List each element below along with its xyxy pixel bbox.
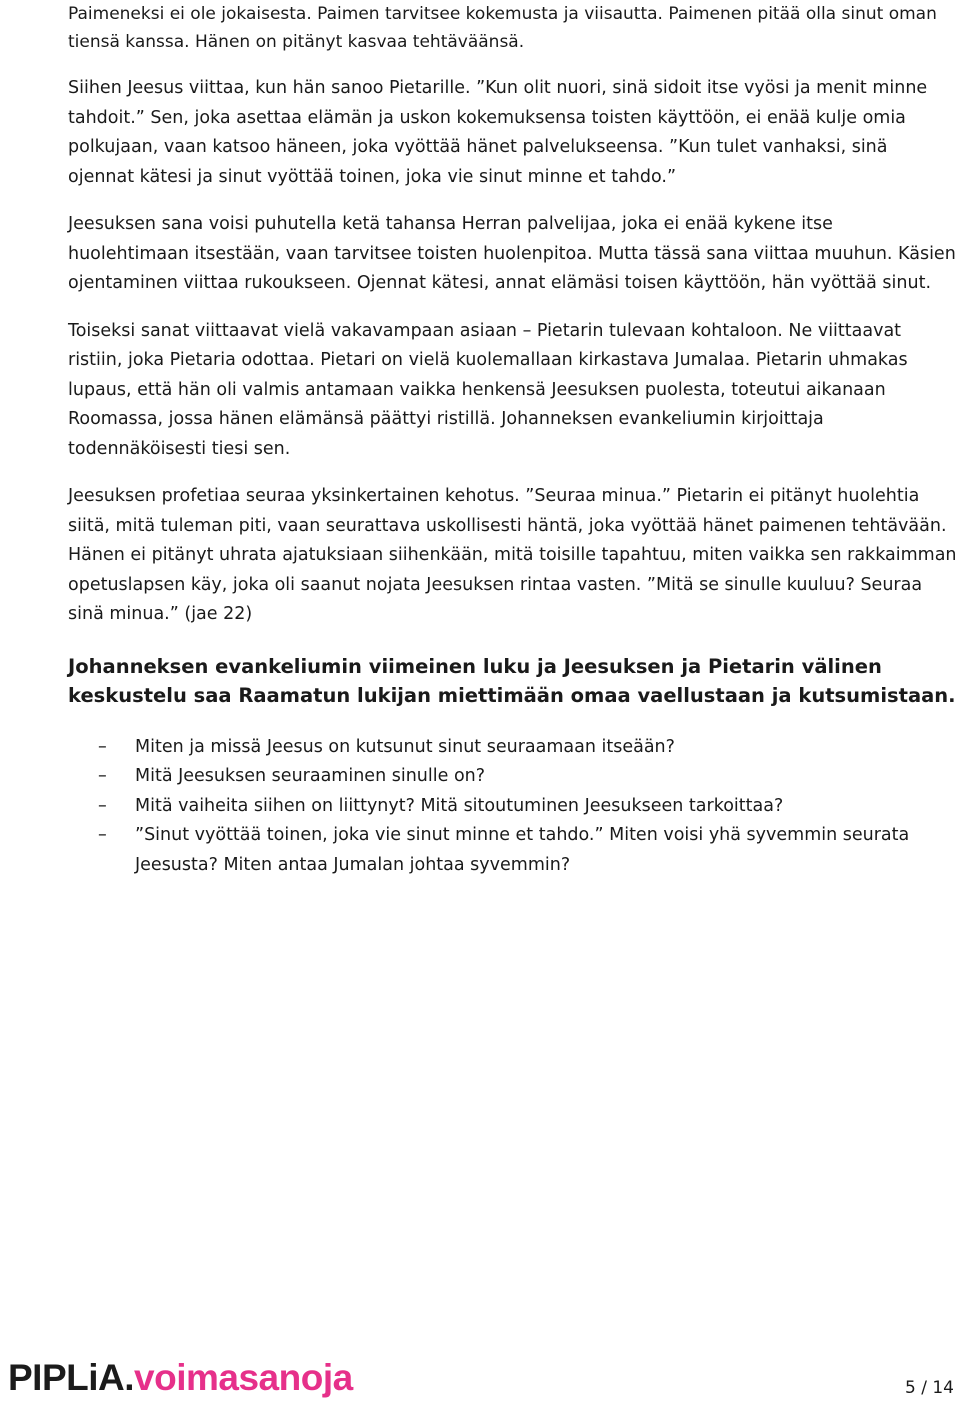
dash-bullet: – [98,766,107,786]
paragraph-3: Jeesuksen sana voisi puhutella ketä tahansa Herran palvelijaa, joka ei enää kykene itse huolehtimaan itsestään, vaan tarvitsee toisten huolenpitoa. Mutta tässä sana viittaa muuhun. Käsien ojentaminen viittaa rukoukseen. Ojennat kätesi, annat elämäsi toisen käyttöön, hän vyöttää sinut. [68,214,956,293]
question-text: Miten ja missä Jeesus on kutsunut sinut seuraamaan itseään? [135,736,675,757]
spacer [68,192,958,210]
question-text: Mitä vaiheita siihen on liittynyt? Mitä sitoutuminen Jeesukseen tarkoittaa? [135,795,784,816]
dash-bullet: – [98,736,107,757]
paragraph-1: Paimeneksi ei ole jokaisesta. Paimen tarvitsee kokemusta ja viisautta. Paimenen pitää olla sinut oman tiensä kanssa. Hänen on pitänyt kasvaa tehtäväänsä. [68,4,937,52]
spacer [68,464,958,482]
question-text: ”Sinut vyöttää toinen, joka vie sinut minne et tahdo.” Miten voisi yhä syvemmin seurata Jeesusta? Miten antaa Jumalan johtaa syvemmin? [135,825,910,875]
question-text: Mitä Jeesuksen seuraaminen sinulle on? [135,766,486,786]
logo-text-piplia: PIPLiA. [8,1357,135,1398]
paragraph-5: Jeesuksen profetiaa seuraa yksinkertainen kehotus. ”Seuraa minua.” Pietarin ei pitänyt huolehtia siitä, mitä tuleman piti, vaan seurattava uskollisesti häntä, joka vyöttää hänet paimenen tehtävään. Hänen ei pitänyt uhrata ajatuksiaan siihenkään, mitä toisille tapahtuu, miten vaikka sen rakkaimman opetuslapsen käy, joka oli saanut nojata Jeesuksen rintaa vasten. ”Mitä se sinulle kuuluu? Seuraa sinä minua.” (jae 22) [68,486,957,624]
paragraph-4: Toiseksi sanat viittaavat vielä vakavampaan asiaan – Pietarin tulevaan kohtaloon. Ne viittaavat ristiin, joka Pietaria odottaa. Pietari on vielä kuolemallaan kirkastava Jumalaa. Pietarin uhmakas lupaus, että hän oli valmis antamaan vaikka henkensä Jeesuksen puolesta, toteutui aikanaan Roomassa, jossa hänen elämänsä päättyi ristillä. Johanneksen evankeliumin kirjoittaja todennäköisesti tiesi sen. [68,320,908,459]
document-page [68,0,958,880]
question-item [68,792,958,822]
page-number: 5 / 14 [905,1378,954,1398]
question-item [68,821,958,880]
spacer [68,711,958,733]
logo-text-voimasanoja: voimasanoja [134,1357,353,1398]
question-item [68,762,958,792]
section-heading: Johanneksen evankeliumin viimeinen luku ja Jeesuksen ja Pietarin välinen keskustelu saa Raamatun lukijan miettimään omaa vaellustaan ja kutsumistaan. [68,654,956,707]
dash-bullet: – [98,825,107,845]
spacer [68,56,958,74]
piplia-logo [8,1356,353,1400]
spacer [68,630,958,652]
dash-bullet: – [98,795,107,816]
spacer [68,299,958,317]
paragraph-2: Siihen Jeesus viittaa, kun hän sanoo Pietarille. ”Kun olit nuori, sinä sidoit itse vyösi ja menit minne tahdoit.” Sen, joka asettaa elämän ja uskon kokemuksensa toisten käyttöön, ei enää kulje omia polkujaan, vaan katsoo häneen, joka vyöttää hänet palvelukseensa. ”Kun tulet vanhaksi, sinä ojennat kätesi ja sinut vyöttää toinen, joka vie sinut minne et tahdo.” [68,78,928,187]
question-item [68,733,958,763]
question-list [68,733,958,881]
